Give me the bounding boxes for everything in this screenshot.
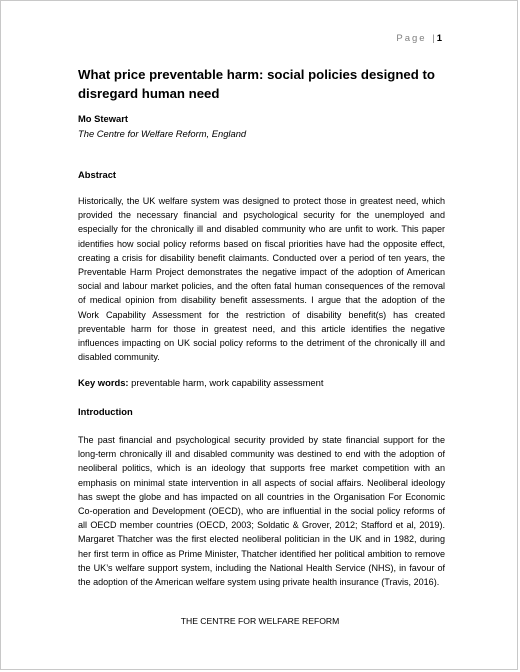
- page-number-header: [396, 33, 442, 44]
- introduction-heading: Introduction: [78, 406, 133, 417]
- keywords-label: Key words:: [78, 377, 129, 388]
- author-name: Mo Stewart: [78, 113, 129, 124]
- author-affiliation: The Centre for Welfare Reform, England: [78, 128, 247, 139]
- page-label: Page: [396, 33, 427, 44]
- abstract-text: Historically, the UK welfare system was designed to protect those in greatest need, which provided the necessary financial and psychological security for the unemployed and especially for the chronically ill and disabled community who are unfit to work. This paper identifies how social policy reforms based on fiscal priorities have had the opposite effect, creating a crisis for disability benefit claimants. Conducted over a period of ten years, the Preventable Harm Project demonstrates the negative impact of the adoption of American social and labour market policies, and the often fatal human consequences of the removal of medical opinion from disability benefit assessments. I argue that the adoption of the Work Capability Assessment for the restriction of disability benefit(s) has created preventable harm for those in greatest need, and this article identifies the negative influences impacting on UK social policy reforms to the detriment of the chronically ill and disabled community.: [78, 196, 445, 363]
- keywords-line: [78, 377, 323, 388]
- keywords-value: preventable harm, work capability assessment: [131, 377, 324, 388]
- paper-title: What price preventable harm: social policies designed to disregard human need: [78, 67, 435, 101]
- page-number: 1: [436, 33, 442, 44]
- page-separator: |: [432, 33, 435, 44]
- abstract-heading: Abstract: [78, 169, 117, 180]
- introduction-text: The past financial and psychological security provided by state financial support for the long-term chronically ill and disabled community was destined to end with the adoption of neoliberal politics, which is an ideology that supports free market competition with an emphasis on minimal state intervention in all aspects of social affairs. Neoliberal ideology has swept the globe and has impacted on all countries in the Organisation For Economic Co-operation and Development (OECD), who are influential in the social policy reforms of all OECD member countries (OECD, 2003; Soldatic & Grover, 2012; Stafford et al, 2019). Margaret Thatcher was the first elected neoliberal politician in the UK and in 1982, during her first term in office as Prime Minister, Thatcher identified her political ambition to remove the UK’s welfare support system, including the National Health Service (NHS), in favour of the adoption of the American welfare system using private health insurance (Travis, 2016).: [78, 435, 445, 588]
- page-footer: THE CENTRE FOR WELFARE REFORM: [180, 616, 340, 626]
